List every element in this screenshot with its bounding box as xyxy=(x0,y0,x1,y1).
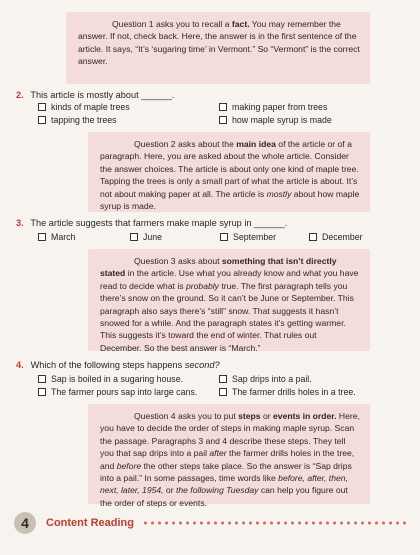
question-text: The article suggests that farmers make maple syrup in ______. xyxy=(30,218,288,228)
hint-box-question-1 xyxy=(66,12,370,84)
checkbox[interactable] xyxy=(219,388,227,396)
answer-option[interactable]: kinds of maple trees xyxy=(38,101,130,113)
checkbox[interactable] xyxy=(219,375,227,383)
checkbox[interactable] xyxy=(219,116,227,124)
hint-box-question-2 xyxy=(88,132,370,212)
question-4 xyxy=(16,359,220,372)
question-text: This article is mostly about ______. xyxy=(30,90,175,100)
answer-option[interactable]: June xyxy=(130,231,162,243)
answer-option[interactable]: how maple syrup is made xyxy=(219,114,332,126)
checkbox[interactable] xyxy=(220,233,228,241)
answer-option[interactable]: The farmer pours sap into large cans. xyxy=(38,386,197,398)
footer-title: Content Reading xyxy=(46,517,134,529)
hint-box-question-4 xyxy=(88,404,370,508)
answer-option[interactable]: Sap drips into a pail. xyxy=(219,373,312,385)
question-3 xyxy=(16,217,287,230)
question-number: 2. xyxy=(16,90,24,100)
page-footer xyxy=(14,512,410,534)
answer-option[interactable]: September xyxy=(220,231,276,243)
answer-option[interactable]: tapping the trees xyxy=(38,114,117,126)
hint-text: Question 4 asks you to put steps or events in order. Here, you have to decide the order of steps in making maple syrup. Scan the passage. Paragraphs 3 and 4 describe these steps. They tell you that sap drips into a pail after the farmer drills holes in the tree, and before the other steps take place. So the answer is “Sap drips into a pail.” In some passages, time words like before, after, then, next, later, 1954, or the following Tuesday can help you figure out the order of steps or events. xyxy=(100,411,360,508)
answer-option[interactable]: Sap is boiled in a sugaring house. xyxy=(38,373,183,385)
checkbox[interactable] xyxy=(38,103,46,111)
question-text-emphasis: second? xyxy=(184,360,220,370)
checkbox[interactable] xyxy=(309,233,317,241)
checkbox[interactable] xyxy=(38,233,46,241)
page-number-badge: 4 xyxy=(14,512,36,534)
hint-text: Question 2 asks about the main idea of the article or of a paragraph. Here, you are asked about the whole article. Consider the answer choices. The article is about only one kind of maple tree. Tapping the trees is only a small part of what the article is about. It’s not about making paper at all. The article is mostly about how maple syrup is made. xyxy=(100,139,360,212)
question-text-start: Which of the following steps happens xyxy=(30,360,185,370)
answer-option[interactable]: making paper from trees xyxy=(219,101,327,113)
checkbox[interactable] xyxy=(38,116,46,124)
question-number: 3. xyxy=(16,218,24,228)
hint-box-question-3 xyxy=(88,249,370,351)
answer-option[interactable]: The farmer drills holes in a tree. xyxy=(219,386,356,398)
dotted-rule xyxy=(142,521,410,525)
hint-text: Question 1 asks you to recall a fact. You may remember the answer. If not, check back. Here, the answer is in the first sentence of the article. It says, “It’s ‘sugaring time’ in Vermont.” So “Vermont” is the correct answer. xyxy=(78,19,360,67)
answer-option[interactable]: March xyxy=(38,231,75,243)
checkbox[interactable] xyxy=(38,388,46,396)
checkbox[interactable] xyxy=(219,103,227,111)
answer-option[interactable]: December xyxy=(309,231,363,243)
hint-text: Question 3 asks about something that isn’t directly stated in the article. Use what you already know and what you have read to decide what is probably true. The first paragraph tells you there’s snow on the ground. So it can’t be June or September. This paragraph also says there’s “still” snow. That suggests it hasn’t snowed for a while. And the paragraph states it’s getting warmer. This suggests it’s toward the end of winter. That rules out December. So the best answer is “March.” xyxy=(100,256,359,353)
checkbox[interactable] xyxy=(130,233,138,241)
question-number: 4. xyxy=(16,360,24,370)
checkbox[interactable] xyxy=(38,375,46,383)
